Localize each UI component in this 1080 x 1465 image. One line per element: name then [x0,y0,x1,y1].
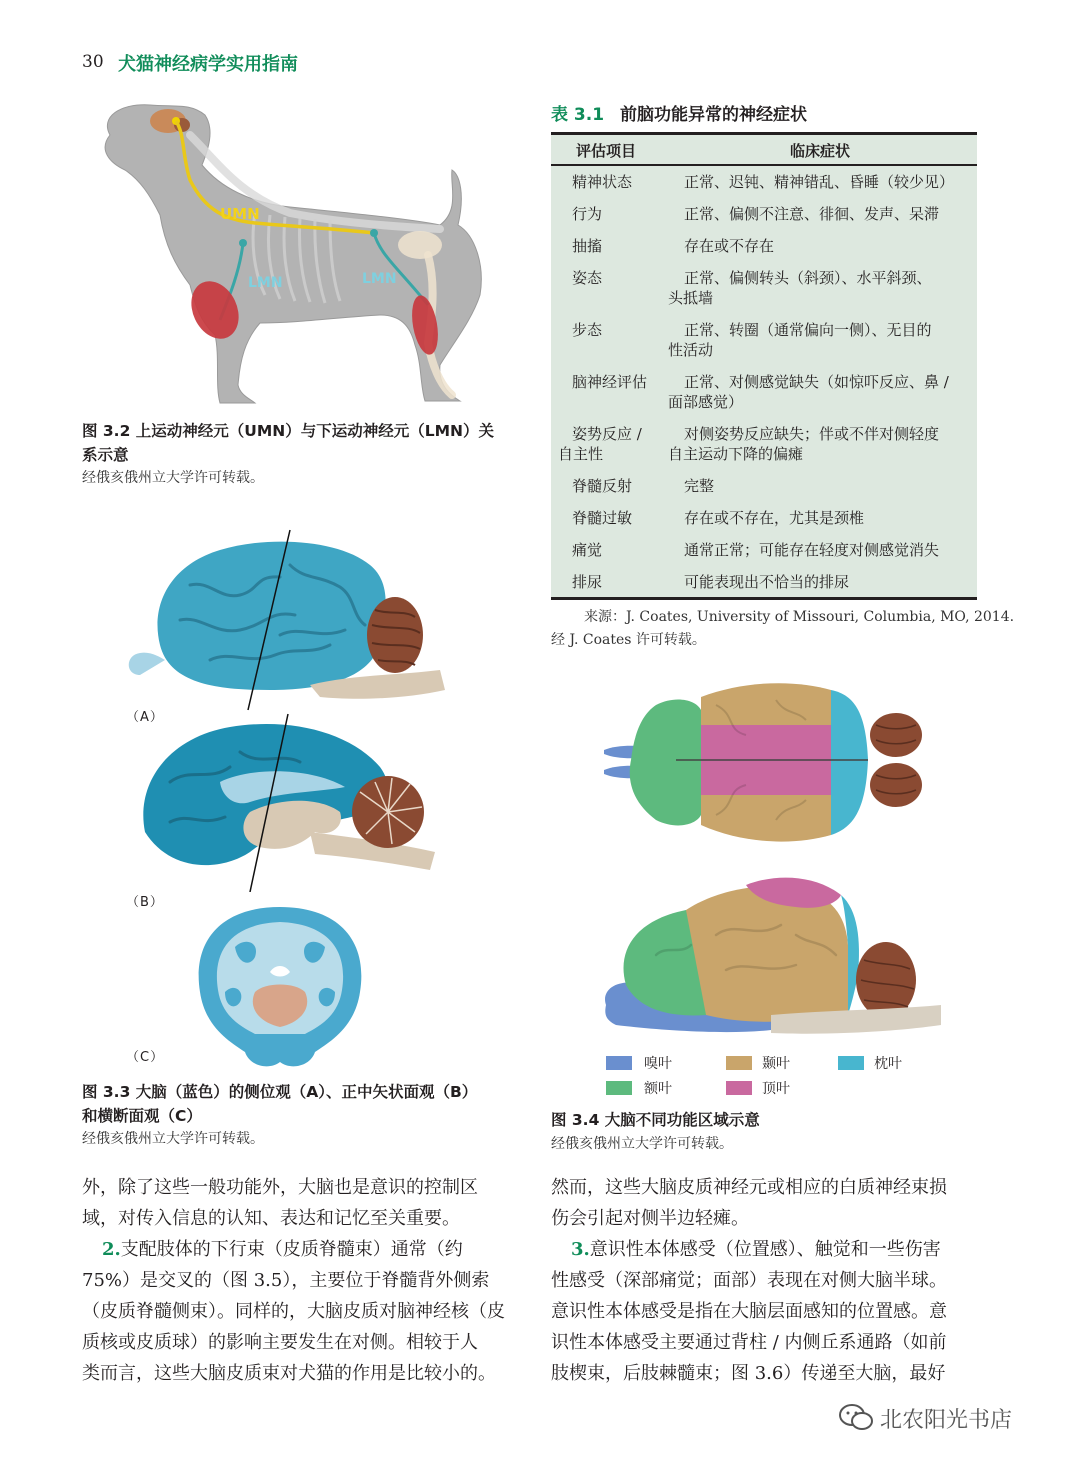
watermark-text: 北农阳光书店 [880,1408,1013,1433]
table-cell-item: 姿势反应 / [572,425,642,443]
figure-3-3-label-b: （B） [126,895,164,910]
figure-3-2-caption: 图 3.2 上运动神经元（UMN）与下运动神经元（LMN）关 系示意 [82,422,495,464]
table-cell-symptom: 通常正常；可能存在轻度对侧感觉消失 [684,541,940,559]
table-cell-item: 脊髓反射 [572,477,633,495]
table-cell-item: 脑神经评估 [572,373,648,391]
table-cell-symptom-cont: 自主运动下降的偏瘫 [668,445,804,463]
figure-3-3a-lateral-brain [120,525,450,720]
legend-swatch-temporal [726,1056,752,1070]
table-cell-item: 抽搐 [572,237,603,255]
table-cell-symptom: 正常、转圈（通常偏向一侧）、无目的 [684,321,932,339]
table-cell-symptom: 对侧姿势反应缺失；伴或不伴对侧轻度 [684,425,940,443]
legend-label-frontal: 额叶 [644,1081,672,1097]
legend-swatch-occipital [838,1056,864,1070]
figure-3-4-caption: 图 3.4 大脑不同功能区域示意 [551,1111,760,1129]
table-header-rule [551,164,977,166]
table-cell-symptom-cont: 头抵墙 [668,289,714,307]
table-header-symptom: 临床症状 [790,142,851,160]
figure-3-3-label-a: （A） [126,710,164,725]
table-cell-item: 姿态 [572,269,603,287]
table-cell-symptom: 存在或不存在 [684,237,775,255]
table-source-line: 来源：J. Coates, University of Missouri, Columbia, MO, 2014. [584,609,1015,625]
legend-label-temporal: 颞叶 [762,1056,790,1072]
running-head-title: 犬猫神经病学实用指南 [118,54,298,75]
table-cell-symptom: 正常、对侧感觉缺失（如惊吓反应、鼻 / [684,373,949,391]
figure-3-3c-transverse-brain [190,902,370,1070]
table-cell-symptom-cont: 性活动 [668,341,714,359]
table-cell-item: 痛觉 [572,541,603,559]
umn-label: UMN [220,205,260,223]
table-cell-item: 排尿 [572,573,603,591]
figure-3-4-dorsal-brain [596,675,956,845]
figure-3-3-label-c: （C） [126,1050,165,1065]
body-text-left: 外，除了这些一般功能外，大脑也是意识的控制区 域，对传入信息的认知、表达和记忆至关重要。 2.支配肢体的下行束（皮质脊髓束）通常（约 75%）是交叉的（图 3.5），主要位于脊髓背外侧索 （皮质脊髓侧束）。同样的，大脑皮质对脑神经核（皮 质核或皮质球）的影响主要发生在对侧。相较于人 类而言，这些大脑皮质束对犬猫的作用是比较小的。 [82,1177,505,1384]
figure-3-3b-midsagittal-brain [130,712,440,892]
legend-label-olfactory: 嗅叶 [644,1056,672,1072]
wechat-icon [838,1403,874,1433]
table-cell-symptom: 正常、偏侧转头（斜颈）、水平斜颈、 [684,269,932,287]
table-header-item: 评估项目 [576,142,637,160]
table-cell-symptom: 正常、迟钝、精神错乱、昏睡（较少见） [684,173,955,191]
legend-label-occipital: 枕叶 [874,1056,902,1072]
figure-3-4-credit: 经俄亥俄州立大学许可转载。 [551,1136,733,1152]
figure-3-3-caption: 图 3.3 大脑（蓝色）的侧位观（A）、正中矢状面观（B） 和横断面观（C） [82,1083,478,1125]
figure-3-4-lateral-brain [596,865,956,1045]
table-cell-symptom: 存在或不存在，尤其是颈椎 [684,509,865,527]
lmn-label-hindlimb: LMN [362,271,397,287]
lmn-label-forelimb: LMN [248,275,283,291]
table-permission-line: 经 J. Coates 许可转载。 [551,632,706,648]
table-cell-symptom: 正常、偏侧不注意、徘徊、发声、呆滞 [684,205,940,223]
legend-swatch-olfactory [606,1056,632,1070]
table-cell-item: 步态 [572,321,603,339]
table-cell-item: 精神状态 [572,173,633,191]
body-text-right: 然而，这些大脑皮质神经元或相应的白质神经束损 伤会引起对侧半边轻瘫。 3.意识性本体感受（位置感）、触觉和一些伤害 性感受（深部痛觉；面部）表现在对侧大脑半球。 意识性本体感受是指在大脑层面感知的位置感。意 识性本体感受主要通过背柱 / 内侧丘系通路（如前 肢楔束，后肢棘髓束；图 3.6）传递至大脑，最好 [551,1177,947,1384]
page-number: 30 [82,52,104,72]
table-cell-symptom: 可能表现出不恰当的排尿 [684,573,850,591]
table-bottom-rule [551,597,977,600]
table-3-1-background [551,132,977,598]
table-cell-item: 脊髓过敏 [572,509,633,527]
figure-3-2-dog-illustration [80,95,512,407]
table-cell-symptom: 完整 [684,477,715,495]
table-cell-symptom-cont: 面部感觉） [668,393,744,411]
legend-label-parietal: 顶叶 [762,1081,790,1097]
legend-swatch-parietal [726,1081,752,1095]
table-cell-item-cont: 自主性 [558,445,604,463]
figure-3-2-credit: 经俄亥俄州立大学许可转载。 [82,470,264,486]
legend-swatch-frontal [606,1081,632,1095]
table-top-rule [551,132,977,135]
table-cell-item: 行为 [572,205,603,223]
table-3-1-title: 表 3.1 前脑功能异常的神经症状 [551,105,808,125]
figure-3-3-credit: 经俄亥俄州立大学许可转载。 [82,1131,264,1147]
